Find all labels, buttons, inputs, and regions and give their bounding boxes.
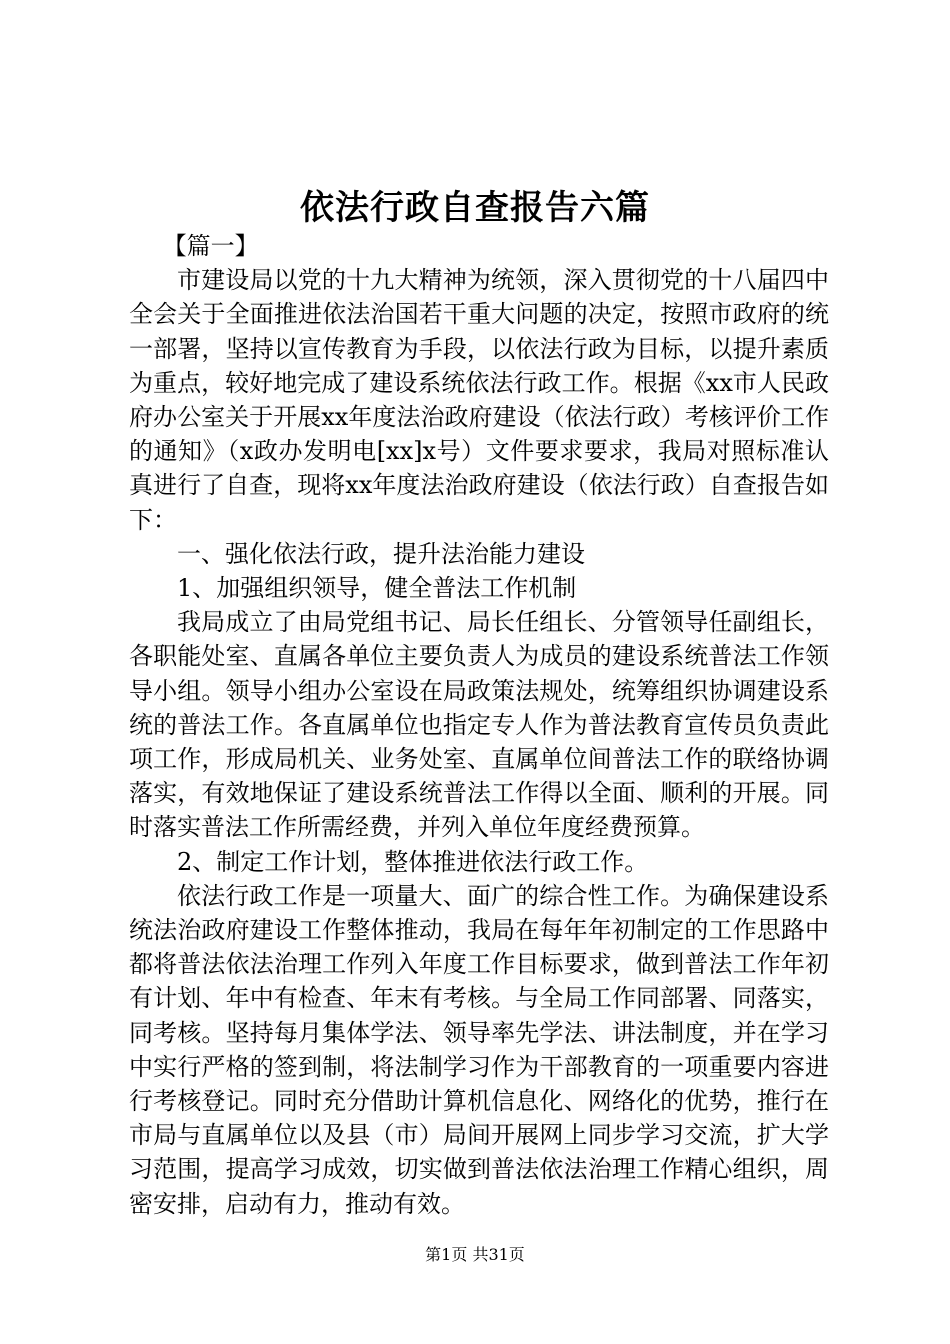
document-title: 依法行政自查报告六篇	[300, 188, 650, 228]
section-heading-1: 一、强化依法行政，提升法治能力建设	[177, 539, 585, 568]
paragraph-work-plan: 依法行政工作是一项量大、面广的综合性工作。为确保建设系统法治政府建设工作整体推动，我局在每年年初制定的工作思路中都将普法依法治理工作列入年度工作目标要求，做到普法工作年初有计划、年中有检查、年末有考核。与全局工作同部署、同落实，同考核。坚持每月集体学法、领导率先学法、讲法制度，并在学习中实行严格的签到制，将法制学习作为干部教育的一项重要内容进行考核登记。同时充分借助计算机信息化、网络化的优势，推行在市局与直属单位以及县（市）局间开展网上同步学习交流，扩大学习范围，提高学习成效，切实做到普法依法治理工作精心组织，周密安排，启动有力，推动有效。	[129, 881, 829, 1218]
document-body	[129, 229, 829, 1221]
section-tag: 【篇一】	[162, 232, 259, 260]
subsection-heading-2: 2、制定工作计划，整体推进依法行政工作。	[177, 847, 649, 876]
paragraph-organization: 我局成立了由局党组书记、局长任组长、分管领导任副组长，各职能处室、直属各单位主要负责人为成员的建设系统普法工作领导小组。领导小组办公室设在局政策法规处，统筹组织协调建设系统的普法工作。各直属单位也指定专人作为普法教育宣传员负责此项工作，形成局机关、业务处室、直属单位间普法工作的联络协调落实，有效地保证了建设系统普法工作得以全面、顺利的开展。同时落实普法工作所需经费，并列入单位年度经费预算。	[129, 608, 829, 842]
subsection-heading-1: 1、加强组织领导，健全普法工作机制	[177, 574, 577, 603]
paragraph-intro: 市建设局以党的十九大精神为统领，深入贯彻党的十八届四中全会关于全面推进依法治国若干重大问题的决定，按照市政府的统一部署，坚持以宣传教育为手段，以依法行政为目标，以提升素质为重点，较好地完成了建设系统依法行政工作。根据《xx市人民政府办公室关于开展xx年度法治政府建设（依法行政）考核评价工作的通知》（x政办发明电[xx]x号）文件要求要求，我局对照标准认真进行了自查，现将xx年度法治政府建设（依法行政）自查报告如下：	[129, 266, 829, 534]
page-number-footer: 第1页 共31页	[425, 1245, 525, 1264]
